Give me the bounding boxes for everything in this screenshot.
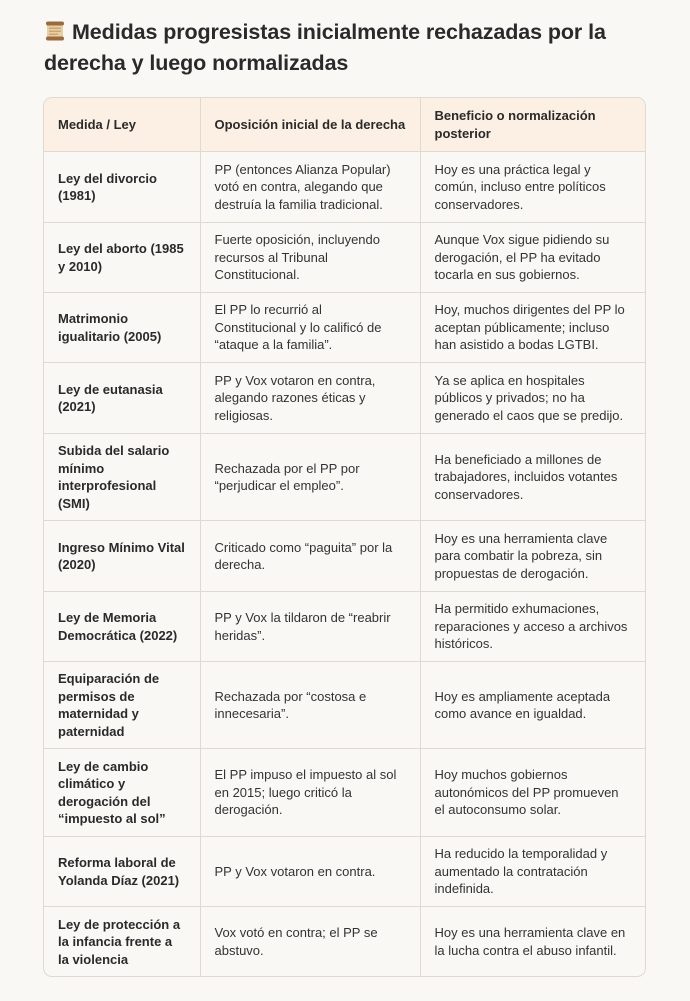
table-row	[44, 837, 645, 907]
measure-cell: Ley del aborto (1985 y 2010)	[44, 223, 200, 293]
benefit-cell: Hoy muchos gobiernos autonómicos del PP promueven el autoconsumo solar.	[420, 749, 645, 837]
column-header-opposition: Oposición inicial de la derecha	[200, 98, 420, 152]
opposition-cell: Criticado como “paguita” por la derecha.	[200, 521, 420, 592]
opposition-cell: Rechazada por el PP por “perjudicar el empleo”.	[200, 434, 420, 521]
opposition-cell: PP y Vox votaron en contra, alegando razones éticas y religiosas.	[200, 363, 420, 434]
opposition-cell: Vox votó en contra; el PP se abstuvo.	[200, 907, 420, 977]
benefit-cell: Aunque Vox sigue pidiendo su derogación, el PP ha evitado tocarla en sus gobiernos.	[420, 223, 645, 293]
scroll-icon	[44, 20, 66, 49]
benefit-cell: Hoy es una herramienta clave para combatir la pobreza, sin propuestas de derogación.	[420, 521, 645, 592]
table-row	[44, 293, 645, 363]
table-row	[44, 521, 645, 592]
table-row	[44, 907, 645, 977]
measure-cell: Ingreso Mínimo Vital (2020)	[44, 521, 200, 592]
measure-cell: Ley del divorcio (1981)	[44, 152, 200, 223]
measure-cell: Equiparación de permisos de maternidad y paternidad	[44, 662, 200, 749]
table-row	[44, 434, 645, 521]
table-row	[44, 152, 645, 223]
measure-cell: Matrimonio igualitario (2005)	[44, 293, 200, 363]
measures-table	[43, 97, 646, 977]
page-title	[44, 18, 664, 77]
benefit-cell: Ya se aplica en hospitales públicos y privados; no ha generado el caos que se predijo.	[420, 363, 645, 434]
table-row	[44, 363, 645, 434]
benefit-cell: Hoy, muchos dirigentes del PP lo aceptan públicamente; incluso han asistido a bodas LGTBI.	[420, 293, 645, 363]
benefit-cell: Ha reducido la temporalidad y aumentado la contratación indefinida.	[420, 837, 645, 907]
opposition-cell: PP (entonces Alianza Popular) votó en contra, alegando que destruía la familia tradicional.	[200, 152, 420, 223]
column-header-benefit: Beneficio o normalización posterior	[420, 98, 645, 152]
benefit-cell: Hoy es ampliamente aceptada como avance en igualdad.	[420, 662, 645, 749]
measure-cell: Ley de protección a la infancia frente a la violencia	[44, 907, 200, 977]
measure-cell: Subida del salario mínimo interprofesional (SMI)	[44, 434, 200, 521]
table-header-row	[44, 98, 645, 152]
page-title-text: Medidas progresistas inicialmente rechazadas por la derecha y luego normalizadas	[44, 20, 606, 75]
table-row	[44, 749, 645, 837]
opposition-cell: PP y Vox votaron en contra.	[200, 837, 420, 907]
benefit-cell: Ha permitido exhumaciones, reparaciones y acceso a archivos históricos.	[420, 592, 645, 662]
measure-cell: Ley de eutanasia (2021)	[44, 363, 200, 434]
benefit-cell: Hoy es una herramienta clave en la lucha contra el abuso infantil.	[434, 925, 626, 958]
opposition-cell: Fuerte oposición, incluyendo recursos al Tribunal Constitucional.	[200, 223, 420, 293]
benefit-cell: Ha beneficiado a millones de trabajadores, incluidos votantes conservadores.	[420, 434, 645, 521]
opposition-cell: El PP lo recurrió al Constitucional y lo calificó de “ataque a la familia”.	[200, 293, 420, 363]
table-row	[44, 662, 645, 749]
table-row	[44, 592, 645, 662]
opposition-cell: Rechazada por “costosa e innecesaria”.	[200, 662, 420, 749]
measure-cell: Ley de cambio climático y derogación del “impuesto al sol”	[44, 749, 200, 837]
opposition-cell: PP y Vox la tildaron de “reabrir heridas”.	[200, 592, 420, 662]
benefit-cell: Hoy es una práctica legal y común, incluso entre políticos conservadores.	[420, 152, 645, 223]
measure-cell: Reforma laboral de Yolanda Díaz (2021)	[44, 837, 200, 907]
table-row	[44, 223, 645, 293]
opposition-cell: El PP impuso el impuesto al sol en 2015; luego criticó la derogación.	[200, 749, 420, 837]
column-header-measure: Medida / Ley	[44, 98, 200, 152]
measure-cell: Ley de Memoria Democrática (2022)	[44, 592, 200, 662]
